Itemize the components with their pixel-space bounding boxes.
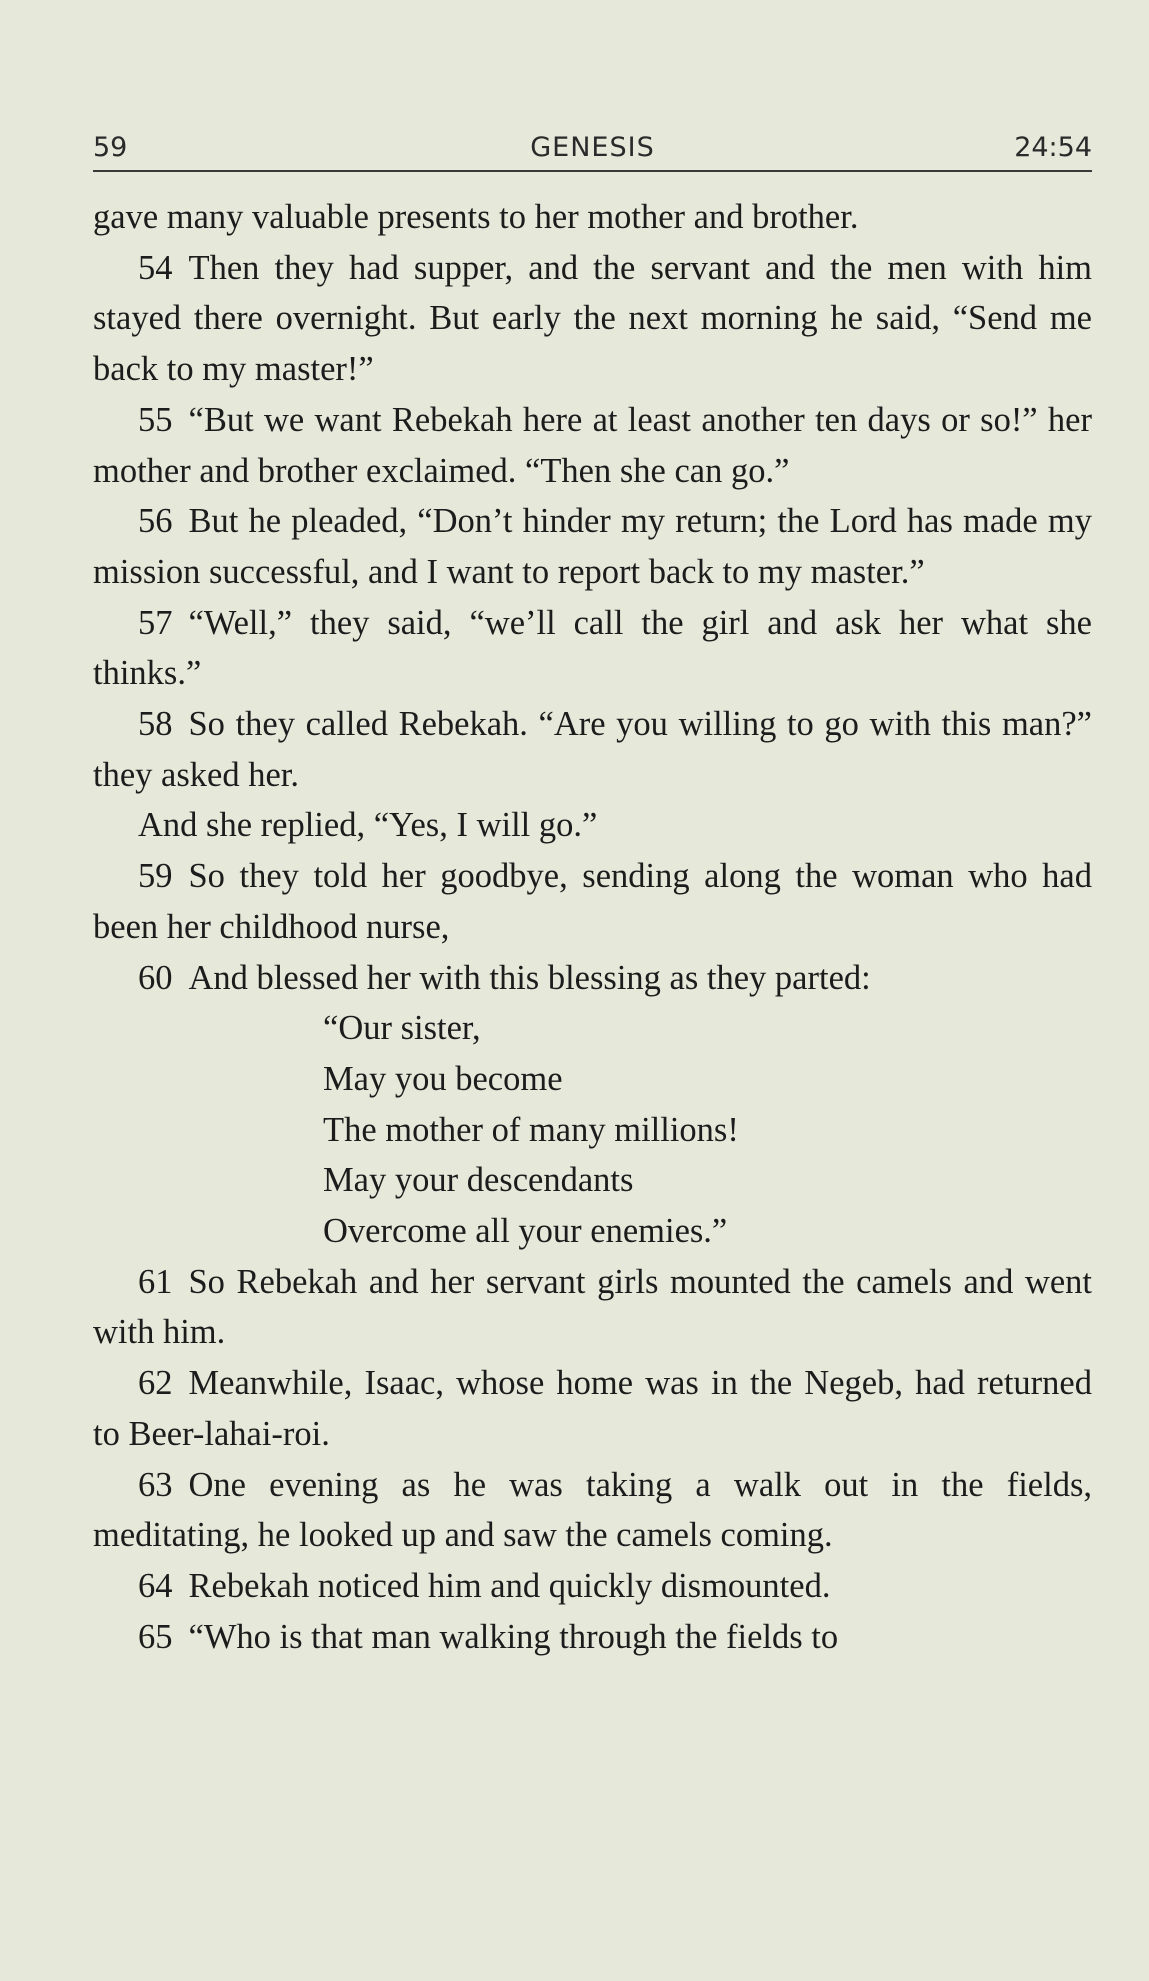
verse-number: 56 bbox=[138, 502, 173, 541]
poem-line: “Our sister, bbox=[323, 1009, 481, 1048]
verse-number: 57 bbox=[138, 603, 173, 642]
verse-63 bbox=[93, 1460, 1092, 1561]
poem-line: May your descendants bbox=[323, 1161, 634, 1200]
poem-line: The mother of many millions! bbox=[323, 1110, 739, 1149]
verse-text: And blessed her with this blessing as they parted: bbox=[188, 958, 871, 997]
blessing-poem bbox=[93, 1003, 1092, 1257]
poem-line: Overcome all your enemies.” bbox=[323, 1212, 728, 1251]
scripture-text bbox=[93, 192, 1092, 1662]
verse-56 bbox=[93, 496, 1092, 597]
verse-61 bbox=[93, 1257, 1092, 1358]
verse-text: “Who is that man walking through the fields to bbox=[188, 1617, 839, 1656]
verse-text: “Well,” they said, “we’ll call the girl and ask her what she thinks.” bbox=[93, 603, 1092, 693]
running-header bbox=[93, 128, 1092, 172]
verse-number: 64 bbox=[138, 1566, 173, 1605]
verse-text: Meanwhile, Isaac, whose home was in the Negeb, had returned to Beer-lahai-roi. bbox=[93, 1364, 1092, 1453]
verse-57 bbox=[93, 598, 1092, 699]
verse-number: 58 bbox=[138, 705, 173, 744]
verse-59 bbox=[93, 851, 1092, 952]
chapter-verse-reference: 24:54 bbox=[1014, 132, 1092, 163]
verse-text: “But we want Rebekah here at least another ten days or so!” her mother and brother exclaimed. “Then she can go.” bbox=[93, 400, 1092, 490]
verse-text: Rebekah noticed him and quickly dismounted. bbox=[188, 1566, 831, 1605]
verse-text: One evening as he was taking a walk out in the fields, meditating, he looked up and saw the camels coming. bbox=[93, 1465, 1092, 1555]
verse-number: 54 bbox=[138, 248, 173, 287]
verse-text: So they called Rebekah. “Are you willing to go with this man?” they asked her. bbox=[93, 705, 1092, 794]
verse-54 bbox=[93, 243, 1092, 395]
verse-60 bbox=[93, 953, 1092, 1004]
continuation-paragraph: gave many valuable presents to her mother and brother. bbox=[93, 198, 859, 236]
verse-text: So they told her goodbye, sending along the woman who had been her childhood nurse, bbox=[93, 857, 1092, 946]
verse-number: 60 bbox=[138, 958, 173, 997]
book-title: GENESIS bbox=[530, 132, 655, 163]
verse-62 bbox=[93, 1358, 1092, 1459]
verse-text: But he pleaded, “Don’t hinder my return; the Lord has made my mission successful, and I want to report back to my master.” bbox=[93, 502, 1092, 591]
verse-58-reply bbox=[93, 800, 1092, 851]
verse-number: 59 bbox=[138, 857, 173, 896]
verse-number: 61 bbox=[138, 1262, 173, 1301]
page-number: 59 bbox=[93, 132, 128, 163]
verse-64 bbox=[93, 1561, 1092, 1612]
verse-55 bbox=[93, 395, 1092, 496]
verse-text: Then they had supper, and the servant and the men with him stayed there overnight. But early the next morning he said, “Send me back to my master!” bbox=[93, 248, 1092, 389]
verse-58 bbox=[93, 699, 1092, 800]
verse-number: 65 bbox=[138, 1617, 173, 1656]
verse-65 bbox=[93, 1612, 1092, 1663]
verse-number: 62 bbox=[138, 1364, 173, 1403]
verse-number: 55 bbox=[138, 400, 173, 439]
poem-line: May you become bbox=[323, 1059, 563, 1098]
verse-text: So Rebekah and her servant girls mounted the camels and went with him. bbox=[93, 1262, 1092, 1352]
verse-text: And she replied, “Yes, I will go.” bbox=[138, 806, 598, 845]
verse-number: 63 bbox=[138, 1465, 173, 1504]
